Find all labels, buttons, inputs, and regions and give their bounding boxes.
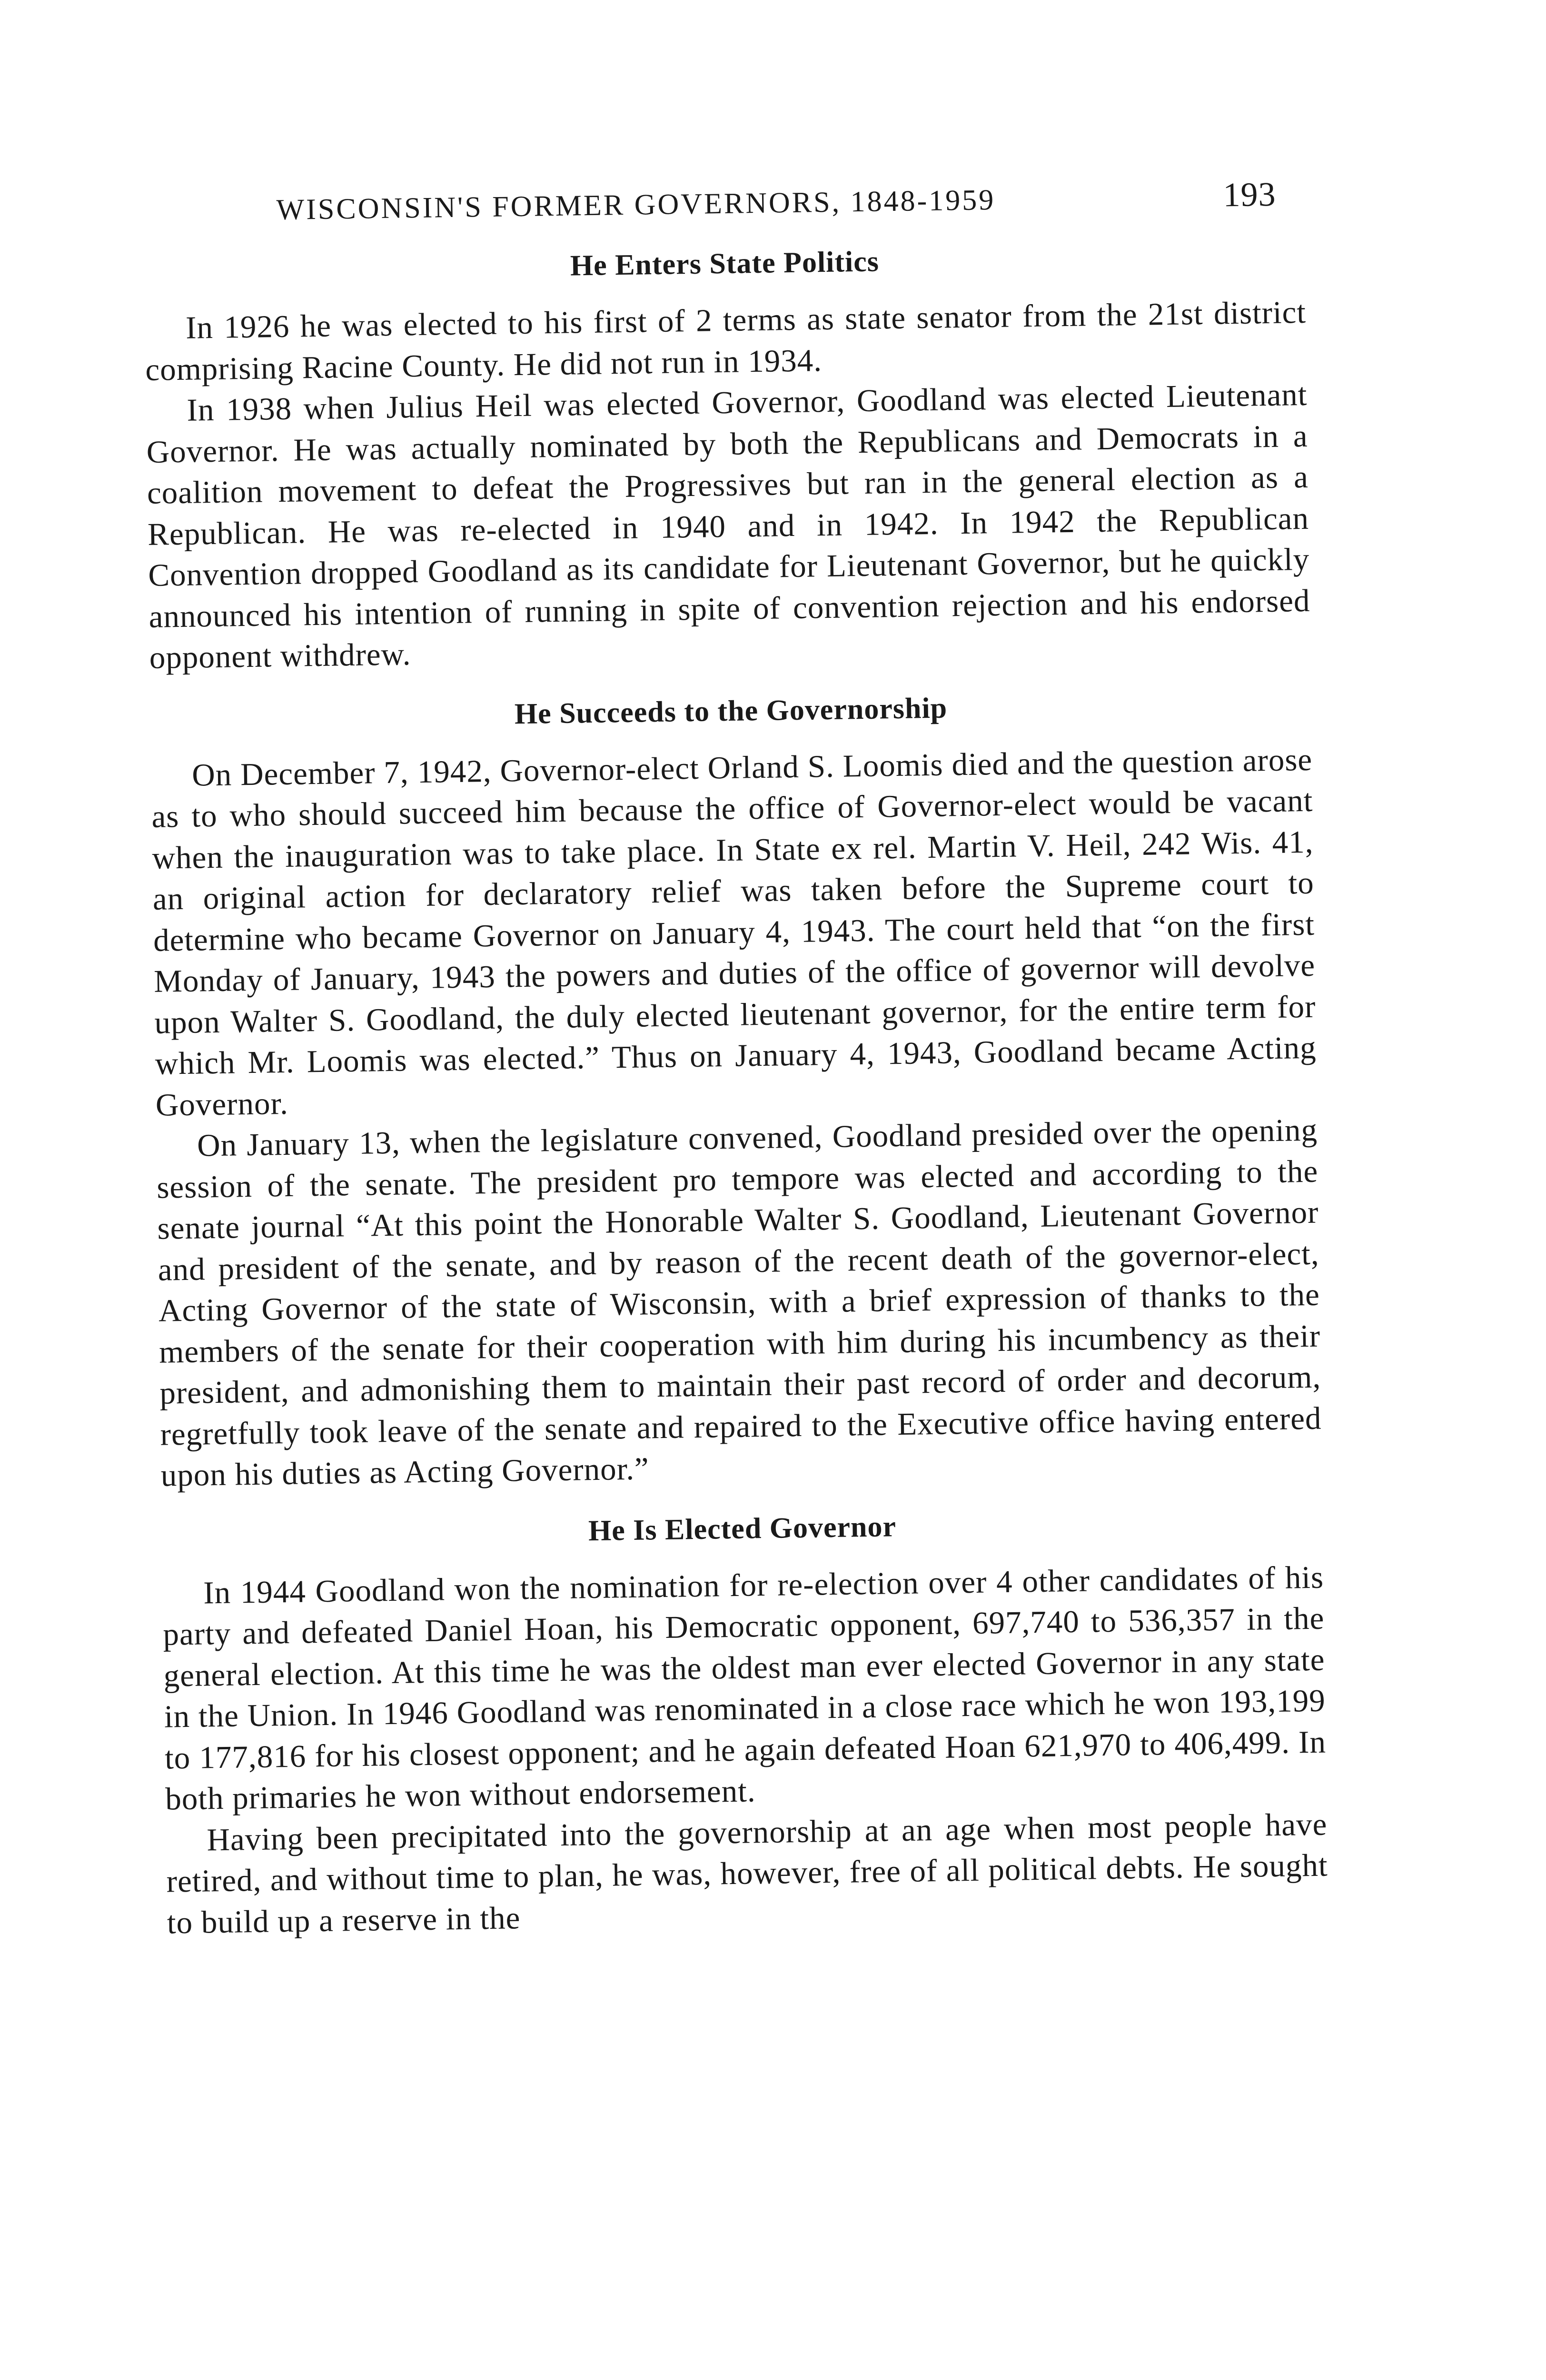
paragraph: In 1926 he was elected to his first of 2 terms as state senator from the 21st district comprising Racine County. He did not run in 1934. — [145, 294, 1307, 387]
book-page — [143, 169, 1328, 1944]
paragraph: On December 7, 1942, Governor-elect Orland S. Loomis died and the question arose as to who should succeed him because the office of Governor-elect would be vacant when the inauguration was to take place. In State ex rel. Martin V. Heil, 242 Wis. 41, an original action for declaratory relief was taken before the Supreme court to determine who became Governor on January 4, 1943. The court held that “on the first Monday of January, 1943 the powers and duties of the office of governor will devolve upon Walter S. Goodland, the duly elected lieutenant governor, for the entire term for which Mr. Loomis was elected.” Thus on January 4, 1943, Goodland became Acting Governor. — [151, 742, 1317, 1123]
paragraph: In 1944 Goodland won the nomination for re-election over 4 other candidates of his party and defeated Daniel Hoan, his Democratic opponent, 697,740 to 536,357 in the general election. At this time he was the oldest man ever elected Governor in any state in the Union. In 1946 Goodland was renominated in a close race which he won 193,199 to 177,816 for his closest opponent; and he again defeated Hoan 621,970 to 406,499. In both primaries he won without endorsement. — [162, 1559, 1327, 1817]
paragraph: Having been precipitated into the governorship at an age when most people have retired, and without time to plan, he was, however, free of all political debts. He sought to build up a reserve in the — [166, 1806, 1328, 1941]
page-number: 193 — [1222, 175, 1277, 214]
section-elected-governor — [161, 1504, 1328, 1943]
section-heading: He Enters State Politics — [570, 245, 880, 282]
section-enters-state-politics — [144, 239, 1311, 678]
running-head — [143, 169, 1305, 238]
paragraph: In 1938 when Julius Heil was elected Governor, Goodland was elected Lieutenant Governor. He was actually nominated by both the Republicans and Democrats in a coalition movement to defeat the Progressives but ran in the general election as a Republican. He was re-elected in 1940 and in 1942. In 1942 the Republican Convention dropped Goodland as its candidate for Lieutenant Governor, but he quickly announced his intention of running in spite of convention rejection and his endorsed opponent withdrew. — [146, 377, 1310, 675]
section-heading: He Succeeds to the Governorship — [514, 692, 948, 730]
paragraph: On January 13, when the legislature convened, Goodland presided over the opening session of the senate. The president pro tempore was elected and according to the senate journal “At this point the Honorable Walter S. Goodland, Lieutenant Governor and president of the senate, and by reason of the recent death of the governor-elect, Acting Governor of the state of Wisconsin, with a brief expression of thanks to the members of the senate for their cooperation with him during his incumbency as their president, and admonishing them to maintain their past record of order and decorum, regretfully took leave of the senate and repaired to the Executive office having entered upon his duties as Acting Governor.” — [156, 1112, 1322, 1493]
section-succeeds-to-governorship — [150, 686, 1322, 1496]
running-head-title: WISCONSIN'S FORMER GOVERNORS, 1848-1959 — [276, 183, 996, 227]
section-heading: He Is Elected Governor — [588, 1510, 897, 1547]
